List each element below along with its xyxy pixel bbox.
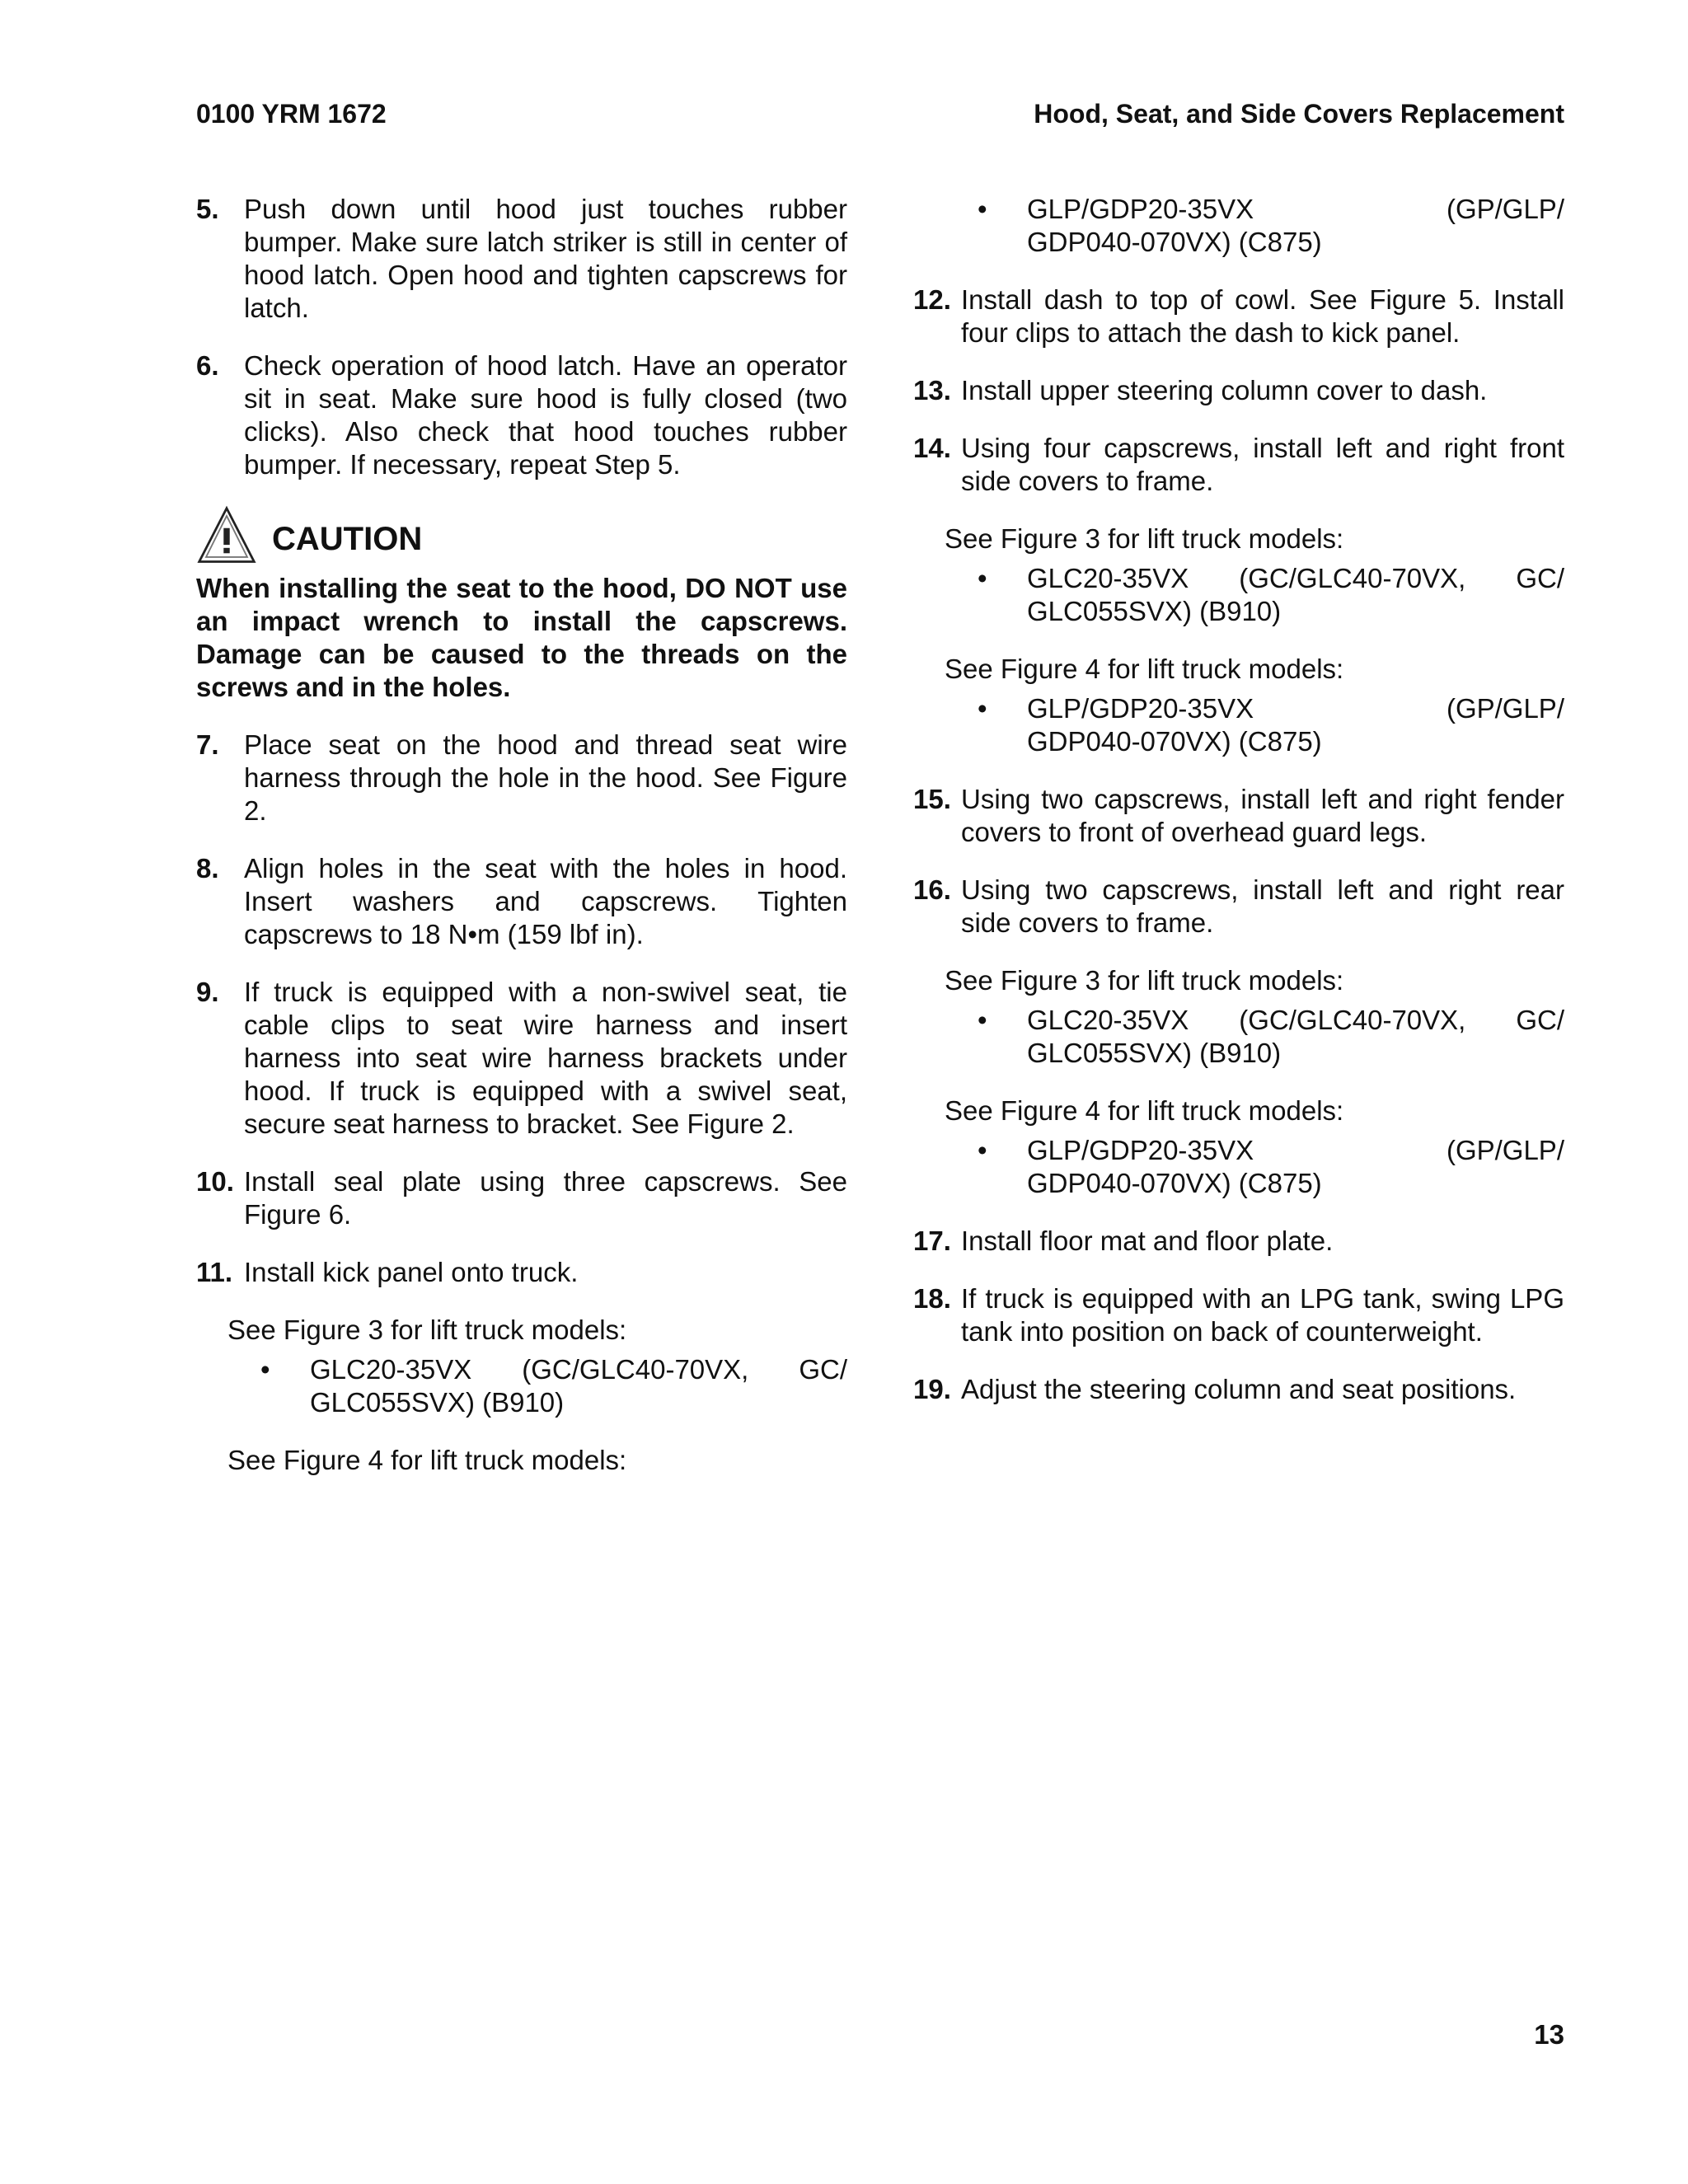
see-figure-4: See Figure 4 for lift truck models:	[227, 1445, 627, 1475]
bullet-part: (GC/GLC40-70VX,	[522, 1354, 749, 1385]
step-text: If truck is equipped with an LPG tank, swing LPG tank into position on back of counterweight.	[961, 1283, 1564, 1347]
bullet-line-2: GDP040-070VX) (C875)	[1027, 1168, 1322, 1198]
caution-box	[196, 506, 847, 704]
header-section-title: Hood, Seat, and Side Covers Replacement	[1034, 99, 1564, 129]
bullet-part: (GP/GLP/	[1446, 1135, 1564, 1165]
bullet-line-2: GLC055SVX) (B910)	[1027, 596, 1282, 626]
bullet-line-1	[310, 1353, 847, 1386]
step-text: Adjust the steering column and seat positions.	[961, 1374, 1517, 1404]
see-figure-3: See Figure 3 for lift truck models:	[945, 965, 1344, 996]
step-text: Install floor mat and floor plate.	[961, 1226, 1334, 1256]
bullet-line-2: GLC055SVX) (B910)	[1027, 1038, 1282, 1068]
step-15	[913, 783, 1564, 849]
step-text: Using two capscrews, install left and right fender covers to front of overhead guard legs.	[961, 784, 1564, 847]
bullet-part: (GC/GLC40-70VX,	[1239, 563, 1466, 593]
step-number: 7.	[196, 729, 219, 760]
bullet-part: GLP/GDP20-35VX	[1027, 693, 1254, 724]
caution-header	[196, 506, 847, 572]
bullet-part: GC/	[1516, 1005, 1564, 1035]
bullet-part: (GP/GLP/	[1446, 693, 1564, 724]
model-bullet-glp	[913, 692, 1564, 758]
bullet-dot: •	[260, 1354, 270, 1385]
step-text: If truck is equipped with a non-swivel seat, tie cable clips to seat wire harness and insert harness into seat wire harness brackets under hood. If truck is equipped with a swivel seat, secure seat harness to bracket. See Figure 2.	[244, 977, 847, 1139]
bullet-dot: •	[978, 1135, 987, 1165]
step-19	[913, 1373, 1564, 1406]
bullet-part: GC/	[1516, 563, 1564, 593]
bullet-line-1	[1027, 562, 1564, 595]
step-number: 17.	[913, 1226, 951, 1256]
page-number: 13	[1534, 2019, 1564, 2050]
step-16	[913, 874, 1564, 940]
step-number: 12.	[913, 284, 951, 315]
bullet-part: GLC20-35VX	[1027, 1005, 1189, 1035]
bullet-line-1	[1027, 692, 1564, 725]
step-number: 13.	[913, 375, 951, 405]
step-18	[913, 1282, 1564, 1348]
caution-text: When installing the seat to the hood, DO NOT use an impact wrench to install the capscrews. Damage can be caused to the threads on the screws and in the holes.	[196, 573, 847, 702]
step-text: Install dash to top of cowl. See Figure 5. Install four clips to attach the dash to kick panel.	[961, 284, 1564, 348]
step-number: 6.	[196, 350, 219, 381]
see-figure-3: See Figure 3 for lift truck models:	[227, 1315, 627, 1345]
model-bullet-glc	[913, 1004, 1564, 1070]
step-10	[196, 1165, 847, 1231]
step-number: 10.	[196, 1166, 234, 1197]
see-figure-4: See Figure 4 for lift truck models:	[945, 654, 1344, 684]
step-12	[913, 284, 1564, 349]
bullet-line-2: GLC055SVX) (B910)	[310, 1387, 565, 1418]
warning-triangle-icon	[196, 505, 257, 566]
step-9	[196, 976, 847, 1141]
step-6	[196, 349, 847, 481]
bullet-part: GC/	[799, 1354, 847, 1385]
bullet-part: (GP/GLP/	[1446, 194, 1564, 224]
step-7	[196, 729, 847, 827]
step-number: 18.	[913, 1283, 951, 1314]
bullet-part: GLC20-35VX	[1027, 563, 1189, 593]
step-text: Install seal plate using three capscrews. See Figure 6.	[244, 1166, 847, 1230]
bullet-line-2: GDP040-070VX) (C875)	[1027, 726, 1322, 757]
see-figure-3: See Figure 3 for lift truck models:	[945, 523, 1344, 554]
step-text: Install upper steering column cover to dash.	[961, 375, 1488, 405]
bullet-dot: •	[978, 1005, 987, 1035]
step-14	[913, 432, 1564, 498]
step-text: Place seat on the hood and thread seat wire harness through the hole in the hood. See Figure 2.	[244, 729, 847, 826]
step-number: 15.	[913, 784, 951, 814]
step-text: Install kick panel onto truck.	[244, 1257, 579, 1287]
model-bullet-glc	[196, 1353, 847, 1419]
step-13	[913, 374, 1564, 407]
model-bullet-glp	[913, 1134, 1564, 1200]
step-number: 19.	[913, 1374, 951, 1404]
step-text: Check operation of hood latch. Have an operator sit in seat. Make sure hood is fully closed (two clicks). Also check that hood touches rubber bumper. If necessary, repeat Step 5.	[244, 350, 847, 480]
step-11	[196, 1256, 847, 1289]
step-text: Align holes in the seat with the holes in hood. Insert washers and capscrews. Tighten capscrews to 18 N•m (159 lbf in).	[244, 853, 847, 949]
header-doc-number: 0100 YRM 1672	[196, 99, 387, 129]
caution-title: CAUTION	[272, 521, 423, 557]
step-number: 9.	[196, 977, 219, 1007]
model-bullet-glc	[913, 562, 1564, 628]
bullet-line-1	[1027, 193, 1564, 226]
step-number: 8.	[196, 853, 219, 883]
see-figure-4: See Figure 4 for lift truck models:	[945, 1095, 1344, 1126]
bullet-part: GLP/GDP20-35VX	[1027, 1135, 1254, 1165]
step-number: 11.	[196, 1257, 233, 1287]
bullet-part: GLC20-35VX	[310, 1354, 472, 1385]
bullet-dot: •	[978, 194, 987, 224]
bullet-dot: •	[978, 563, 987, 593]
bullet-part: (GC/GLC40-70VX,	[1239, 1005, 1466, 1035]
step-8	[196, 852, 847, 951]
step-17	[913, 1225, 1564, 1258]
step-number: 14.	[913, 433, 951, 463]
bullet-line-2: GDP040-070VX) (C875)	[1027, 227, 1322, 257]
step-5	[196, 193, 847, 325]
left-column	[196, 193, 847, 1483]
bullet-line-1	[1027, 1134, 1564, 1167]
bullet-part: GLP/GDP20-35VX	[1027, 194, 1254, 224]
step-text: Push down until hood just touches rubber bumper. Make sure latch striker is still in center of hood latch. Open hood and tighten capscrews for latch.	[244, 194, 847, 323]
right-column	[913, 193, 1564, 1431]
step-number: 5.	[196, 194, 219, 224]
step-text: Using two capscrews, install left and right rear side covers to frame.	[961, 874, 1564, 938]
step-number: 16.	[913, 874, 951, 905]
step-text: Using four capscrews, install left and right front side covers to frame.	[961, 433, 1564, 496]
model-bullet-glp	[913, 193, 1564, 259]
bullet-line-1	[1027, 1004, 1564, 1037]
bullet-dot: •	[978, 693, 987, 724]
